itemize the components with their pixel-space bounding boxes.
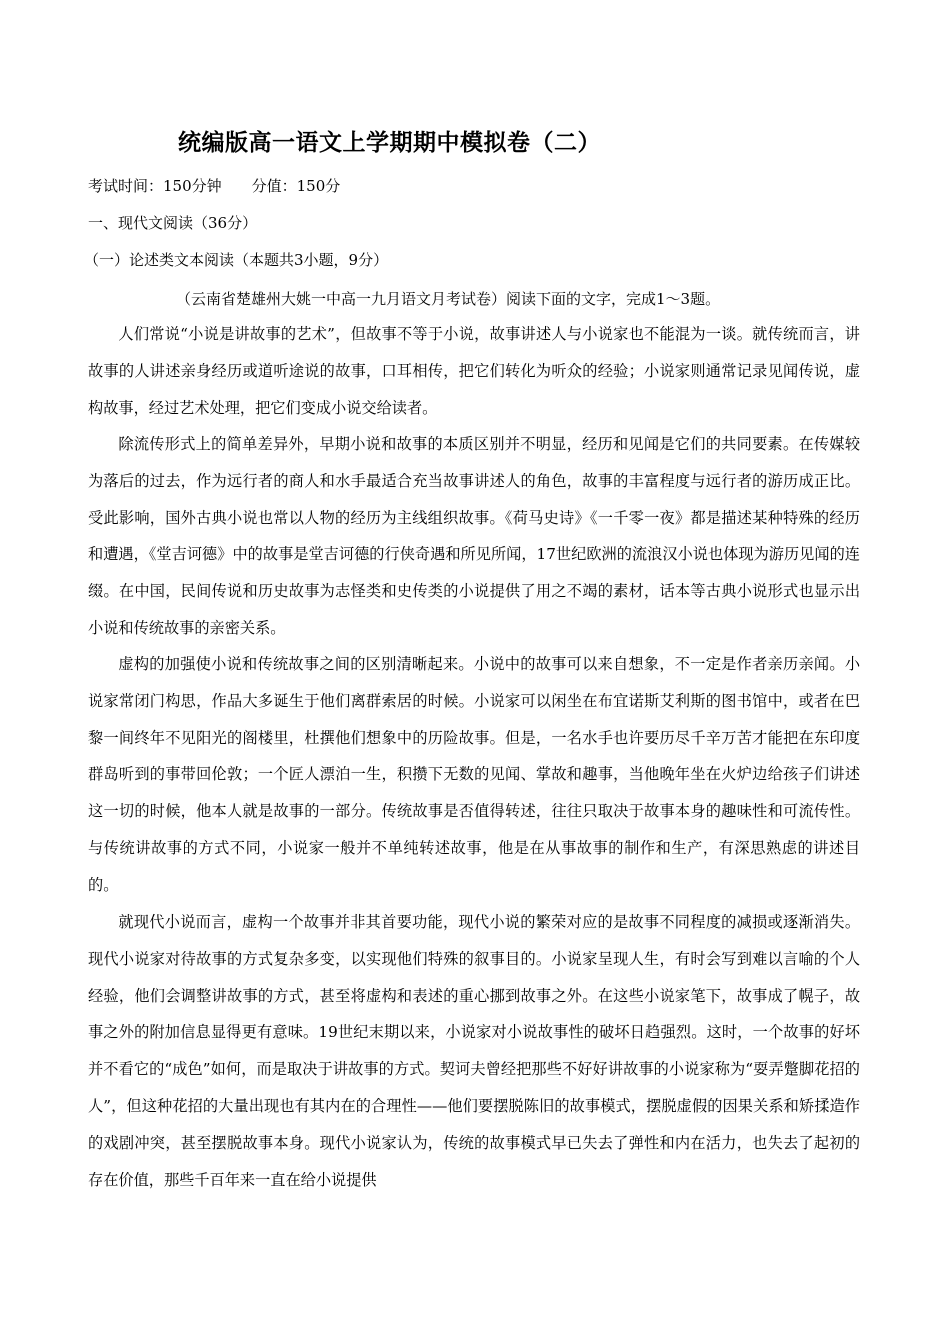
paragraph: 人们常说“小说是讲故事的艺术”，但故事不等于小说，故事讲述人与小说家也不能混为一谈。就传统而言，讲故事的人讲述亲身经历或道听途说的故事，口耳相传，把它们转化为听众的经验；小说家则通常记录见闻传说，虚构故事，经过艺术处理，把它们变成小说交给读者。 bbox=[88, 325, 860, 417]
paragraph: 除流传形式上的简单差异外，早期小说和故事的本质区别并不明显，经历和见闻是它们的共同要素。在传媒较为落后的过去，作为远行者的商人和水手最适合充当故事讲述人的角色，故事的丰富程度与远行者的游历成正比。受此影响，国外古典小说也常以人物的经历为主线组织故事。《荷马史诗》《一千零一夜》都是描述某种特殊的经历和遭遇，《堂吉诃德》中的故事是堂吉诃德的行侠奇遇和所见所闻，17世纪欧洲的流浪汉小说也体现为游历见闻的连缀。在中国，民间传说和历史故事为志怪类和史传类的小说提供了用之不竭的素材，话本等古典小说形式也显示出小说和传统故事的亲密关系。 bbox=[88, 435, 860, 637]
subsection-heading: （一）论述类文本阅读（本题共3小题，9分） bbox=[84, 251, 389, 269]
exam-info bbox=[88, 175, 340, 196]
paragraph: 就现代小说而言，虚构一个故事并非其首要功能，现代小说的繁荣对应的是故事不同程度的减损或逐渐消失。现代小说家对待故事的方式复杂多变，以实现他们特殊的叙事目的。小说家呈现人生，有时会写到难以言喻的个人经验，他们会调整讲故事的方式，甚至将虚构和表述的重心挪到故事之外。在这些小说家笔下，故事成了幌子，故事之外的附加信息显得更有意味。19世纪末期以来，小说家对小说故事性的破坏日趋强烈。这时，一个故事的好坏并不看它的“成色”如何，而是取决于讲故事的方式。契诃夫曾经把那些不好好讲故事的小说家称为“耍弄蹩脚花招的人”，但这种花招的大量出现也有其内在的合理性——他们要摆脱陈旧的故事模式，摆脱虚假的因果关系和矫揉造作的戏剧冲突，甚至摆脱故事本身。现代小说家认为，传统的故事模式早已失去了弹性和内在活力，也失去了起初的存在价值，那些千百年来一直在给小说提供 bbox=[88, 913, 860, 1189]
exam-score: 分值：150分 bbox=[251, 177, 341, 195]
paragraph: 虚构的加强使小说和传统故事之间的区别清晰起来。小说中的故事可以来自想象，不一定是作者亲历亲闻。小说家常闭门构思，作品大多诞生于他们离群索居的时候。小说家可以闲坐在布宜诺斯艾利斯的图书馆中，或者在巴黎一间终年不见阳光的阁楼里，杜撰他们想象中的历险故事。但是，一名水手也许要历尽千辛万苦才能把在东印度群岛听到的事带回伦敦；一个匠人漂泊一生，积攒下无数的见闻、掌故和趣事，当他晚年坐在火炉边给孩子们讲述这一切的时候，他本人就是故事的一部分。传统故事是否值得转述，往往只取决于故事本身的趣味性和可流传性。与传统讲故事的方式不同，小说家一般并不单纯转述故事，他是在从事故事的制作和生产，有深思熟虑的讲述目的。 bbox=[88, 655, 860, 894]
section-heading: 一、现代文阅读（36分） bbox=[88, 214, 258, 232]
exam-time: 考试时间：150分钟 bbox=[88, 177, 222, 195]
document-title: 统编版高一语文上学期期中模拟卷（二） bbox=[178, 130, 601, 156]
passage-source: （云南省楚雄州大姚一中高一九月语文月考试卷）阅读下面的文字，完成1～3题。 bbox=[176, 290, 721, 308]
